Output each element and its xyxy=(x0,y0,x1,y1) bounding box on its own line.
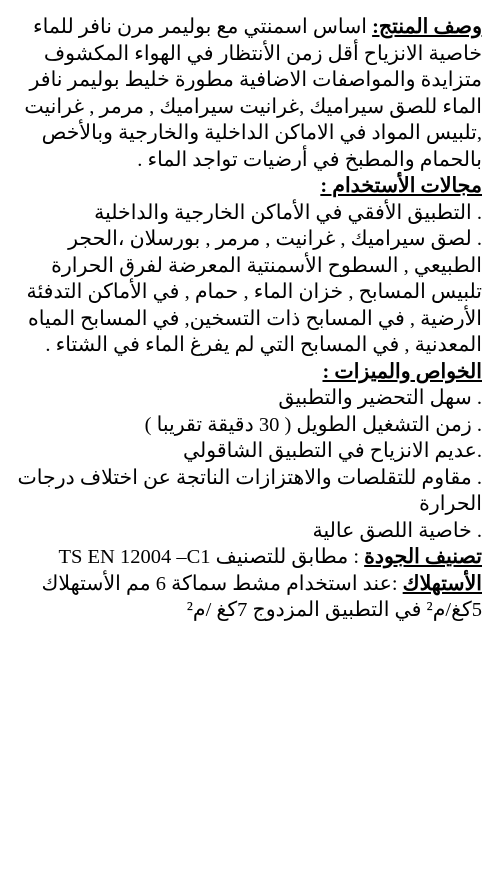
features-item: . خاصية اللصق عالية xyxy=(312,519,482,542)
description-text: اساس اسمنتي مع بوليمر مرن نافر للماء خاصية الانزياح أقل زمن الأنتظار في الهواء المكشوف متزايدة والمواصفات الاضافية مطورة خليط بوليمر نافر الماء للصق سيراميك ,غرانيت سيراميك , مرمر , غرانيت ,تلبيس المواد في الاماكن الداخلية والخارجية وبالأخص بالحمام والمطبخ في أرضيات تواجد الماء . xyxy=(24,16,482,171)
consumption-paragraph xyxy=(10,571,482,624)
uses-item: . لصق سيراميك , غرانيت , مرمر , بورسلان ،الحجر الطبيعي , السطوح الأسمنتية المعرضة لفرق الحرارة تلبيس المسابح , خزان الماء , حمام , في الأماكن التدفئة الأرضية , في المسابح ذات التسخين, في المسابح المياه المعدنية , في المسابح التي لم يفرغ الماء في الشتاء . xyxy=(26,228,482,356)
quality-text: : مطابق للتصنيف TS EN 12004 –C1 xyxy=(58,546,360,568)
features-item: .عديم الانزياح في التطبيق الشاقولي xyxy=(182,440,482,462)
consumption-heading: الأستهلاك xyxy=(402,572,482,595)
description-paragraph xyxy=(10,14,482,173)
features-item: . مقاوم للتقلصات والاهتزازات الناتجة عن اختلاف درجات الحرارة xyxy=(17,466,482,515)
uses-item: . التطبيق الأفقي في الأماكن الخارجية والداخلية xyxy=(94,201,482,224)
description-heading: وصف المنتج: xyxy=(372,16,482,38)
features-heading: الخواص والميزات : xyxy=(322,360,482,383)
uses-heading: مجالات الأستخدام : xyxy=(320,175,482,197)
features-item: . زمن التشغيل الطويل ( 30 دقيقة تقريبا ) xyxy=(144,413,482,436)
features-item: . سهل التحضير والتطبيق xyxy=(278,387,482,409)
quality-heading: تصنيف الجودة xyxy=(364,546,482,568)
quality-paragraph xyxy=(10,544,482,571)
consumption-text: :عند استخدام مشط سماكة 6 مم الأستهلاك 5كغ/م² في التطبيق المزدوج 7كغ /م² xyxy=(41,572,482,621)
